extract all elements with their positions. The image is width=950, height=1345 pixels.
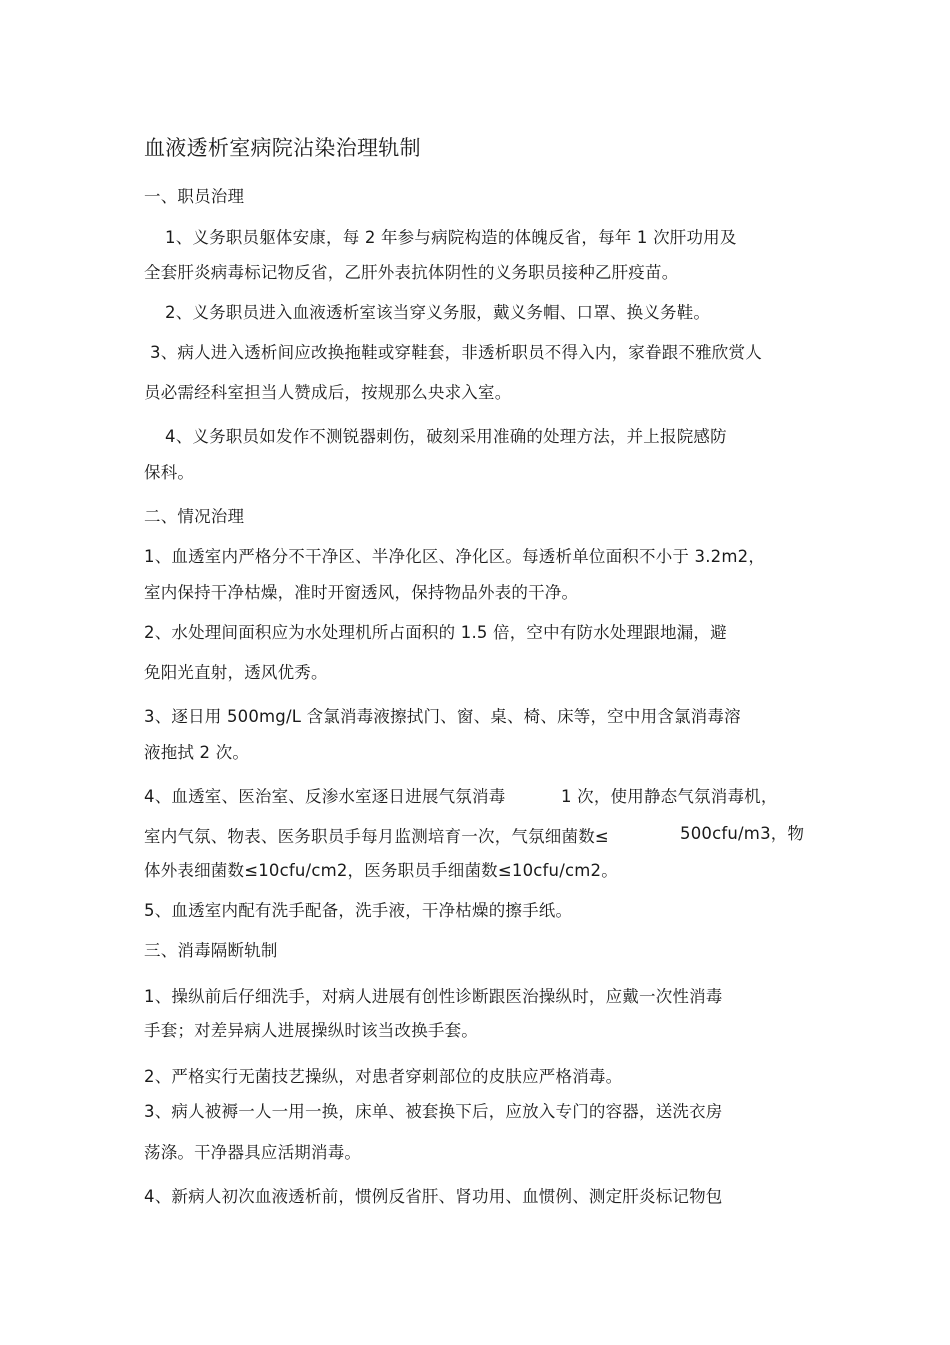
- paragraph-line: 2、严格实行无菌技艺操纵，对患者穿刺部位的皮肤应严格消毒。: [144, 1067, 623, 1086]
- section-heading: 三、消毒隔断轨制: [144, 941, 278, 960]
- paragraph-line: 员必需经科室担当人赞成后，按规那么央求入室。: [144, 383, 512, 402]
- paragraph-line: 4、义务职员如发作不测锐器刺伤，破刻采用准确的处理方法，并上报院感防: [165, 427, 727, 446]
- paragraph-line: 手套；对差异病人进展操纵时该当改换手套。: [144, 1021, 478, 1040]
- paragraph-line: 荡涤。干净器具应活期消毒。: [144, 1143, 362, 1162]
- paragraph-line: 4、血透室、医治室、反渗水室逐日进展气氛消毒: [144, 787, 506, 806]
- paragraph-line: 全套肝炎病毒标记物反省，乙肝外表抗体阴性的义务职员接种乙肝疫苗。: [144, 263, 679, 282]
- paragraph-line: 2、水处理间面积应为水处理机所占面积的 1.5 倍，空中有防水处理跟地漏，避: [144, 623, 727, 642]
- paragraph-line: 4、新病人初次血液透析前，惯例反省肝、肾功用、血惯例、测定肝炎标记物包: [144, 1187, 723, 1206]
- paragraph-line: 体外表细菌数≤10cfu/cm2，医务职员手细菌数≤10cfu/cm2。: [144, 861, 618, 880]
- paragraph-line: 1、血透室内严格分不干净区、半净化区、净化区。每透析单位面积不小于 3.2m2，: [144, 547, 766, 566]
- paragraph-line: 1、义务职员躯体安康，每 2 年参与病院构造的体魄反省，每年 1 次肝功用及: [165, 228, 737, 247]
- paragraph-line: 免阳光直射，透风优秀。: [144, 663, 328, 682]
- document-title: 血液透析室病院沾染治理轨制: [144, 136, 421, 160]
- paragraph-line: 5、血透室内配有洗手配备，洗手液，干净枯燥的擦手纸。: [144, 901, 573, 920]
- section-heading: 一、职员治理: [144, 187, 245, 206]
- paragraph-line: 液拖拭 2 次。: [144, 743, 250, 762]
- paragraph-line: 室内保持干净枯燥，准时开窗透风，保持物品外表的干净。: [144, 583, 579, 602]
- paragraph-line: 保科。: [144, 463, 195, 482]
- paragraph-line-continuation: 500cfu/m3，物: [680, 824, 805, 843]
- paragraph-line: 1、操纵前后仔细洗手，对病人进展有创性诊断跟医治操纵时，应戴一次性消毒: [144, 987, 723, 1006]
- paragraph-line-continuation: 1 次，使用静态气氛消毒机，: [561, 787, 778, 806]
- paragraph-line: 3、逐日用 500mg/L 含氯消毒液擦拭门、窗、桌、椅、床等，空中用含氯消毒溶: [144, 707, 741, 726]
- section-heading: 二、情况治理: [144, 507, 245, 526]
- paragraph-line: 2、义务职员进入血液透析室该当穿义务服，戴义务帽、口罩、换义务鞋。: [165, 303, 711, 322]
- paragraph-line: 室内气氛、物表、医务职员手每月监测培育一次，气氛细菌数≤: [144, 827, 609, 846]
- paragraph-line: 3、病人进入透析间应改换拖鞋或穿鞋套，非透析职员不得入内，家眷跟不雅欣赏人: [150, 343, 762, 362]
- paragraph-line: 3、病人被褥一人一用一换，床单、被套换下后，应放入专门的容器，送洗衣房: [144, 1102, 723, 1121]
